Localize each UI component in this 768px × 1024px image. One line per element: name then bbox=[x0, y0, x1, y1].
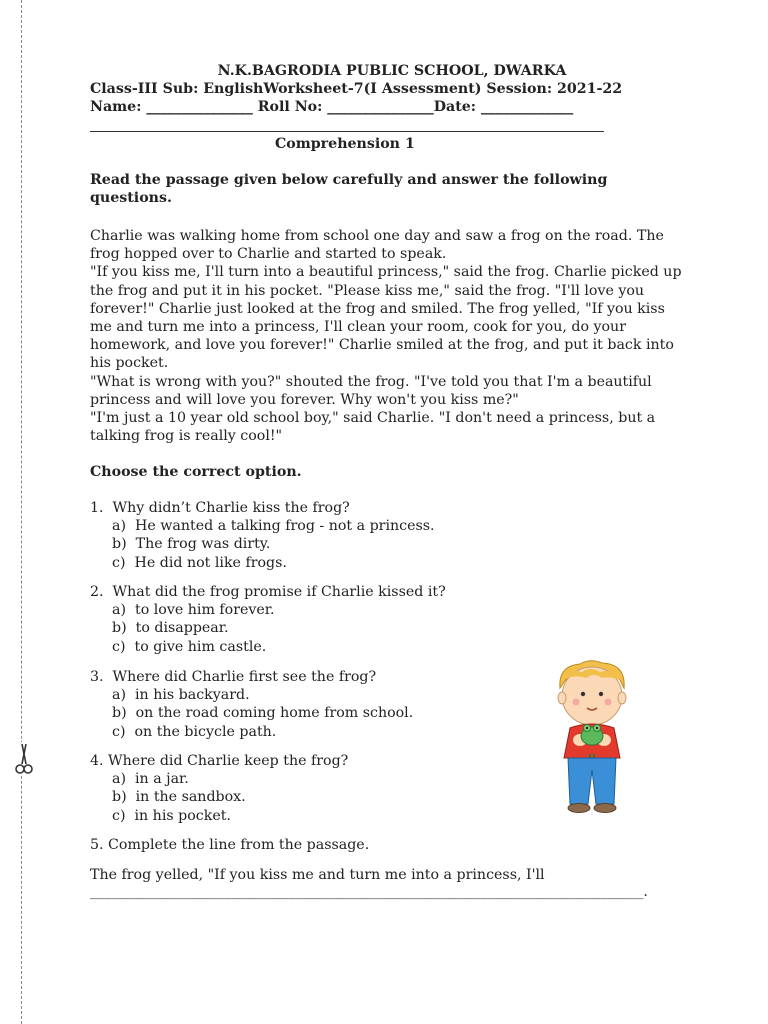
boy-holding-frog-illustration bbox=[550, 658, 634, 816]
option: c) to give him castle. bbox=[112, 638, 267, 655]
option: b) to disappear. bbox=[112, 620, 229, 637]
passage-paragraph: "If you kiss me, I'll turn into a beautiful princess," said the frog. Charlie picked up the frog and put it in his pocket. "Please kiss me," said the frog. "I'll love you forever!" Charlie just looked at the frog and smiled. The frog yelled, "If you kiss me and turn me into a princess, I'll clean your room, cook for you, do your homework, and love you forever!" Charlie smiled at the frog, and put it back into his pocket. bbox=[90, 264, 682, 372]
question-3 bbox=[90, 668, 550, 741]
school-name: N.K.BAGRODIA PUBLIC SCHOOL, DWARKA bbox=[217, 63, 567, 79]
question-stem: 4. Where did Charlie keep the frog? bbox=[90, 753, 349, 769]
choose-heading: Choose the correct option. bbox=[90, 464, 302, 480]
question-1 bbox=[90, 499, 550, 572]
option: c) in his pocket. bbox=[112, 807, 231, 824]
option: c) He did not like frogs. bbox=[112, 554, 287, 571]
option: b) The frog was dirty. bbox=[112, 536, 271, 553]
passage-paragraph: Charlie was walking home from school one day and saw a frog on the road. The frog hopped over to Charlie and started to speak. bbox=[90, 228, 664, 263]
question-stem: 2. What did the frog promise if Charlie kissed it? bbox=[90, 584, 446, 600]
option: a) He wanted a talking frog - not a princess. bbox=[112, 518, 435, 535]
passage-paragraph: "What is wrong with you?" shouted the frog. "I've told you that I'm a beautiful princess and will love you forever. Why won't you kiss me?" bbox=[90, 373, 652, 408]
cut-line bbox=[21, 0, 22, 1024]
question-2 bbox=[90, 583, 550, 656]
question-stem: 1. Why didn’t Charlie kiss the frog? bbox=[90, 500, 350, 516]
option: a) in a jar. bbox=[112, 771, 189, 788]
instructions: Read the passage given below carefully and answer the following questions. bbox=[90, 172, 608, 207]
answer-blank: ______________________________________________________________________________. bbox=[90, 884, 648, 900]
class-line: Class-III Sub: EnglishWorksheet-7(I Assessment) Session: 2021-22 bbox=[90, 81, 623, 98]
passage bbox=[90, 227, 690, 445]
option: b) in the sandbox. bbox=[112, 789, 246, 806]
page-title: Comprehension 1 bbox=[275, 136, 415, 152]
question-4 bbox=[90, 752, 550, 825]
question-5: 5. Complete the line from the passage. bbox=[90, 837, 370, 853]
option: c) on the bicycle path. bbox=[112, 723, 277, 740]
option: b) on the road coming home from school. bbox=[112, 705, 414, 722]
worksheet-header bbox=[90, 62, 650, 117]
option: a) in his backyard. bbox=[112, 687, 250, 704]
name-line: Name: _______________ Roll No: _______________Date: _____________ bbox=[90, 99, 574, 116]
option: a) to love him forever. bbox=[112, 602, 275, 619]
fill-in-prompt: The frog yelled, "If you kiss me and turn me into a princess, I'll bbox=[90, 867, 545, 883]
passage-paragraph: "I'm just a 10 year old school boy," said Charlie. "I don't need a princess, but a talking frog is really cool!" bbox=[90, 410, 656, 445]
header-divider bbox=[90, 131, 604, 132]
question-stem: 3. Where did Charlie first see the frog? bbox=[90, 669, 377, 685]
scissors-icon bbox=[14, 742, 34, 776]
